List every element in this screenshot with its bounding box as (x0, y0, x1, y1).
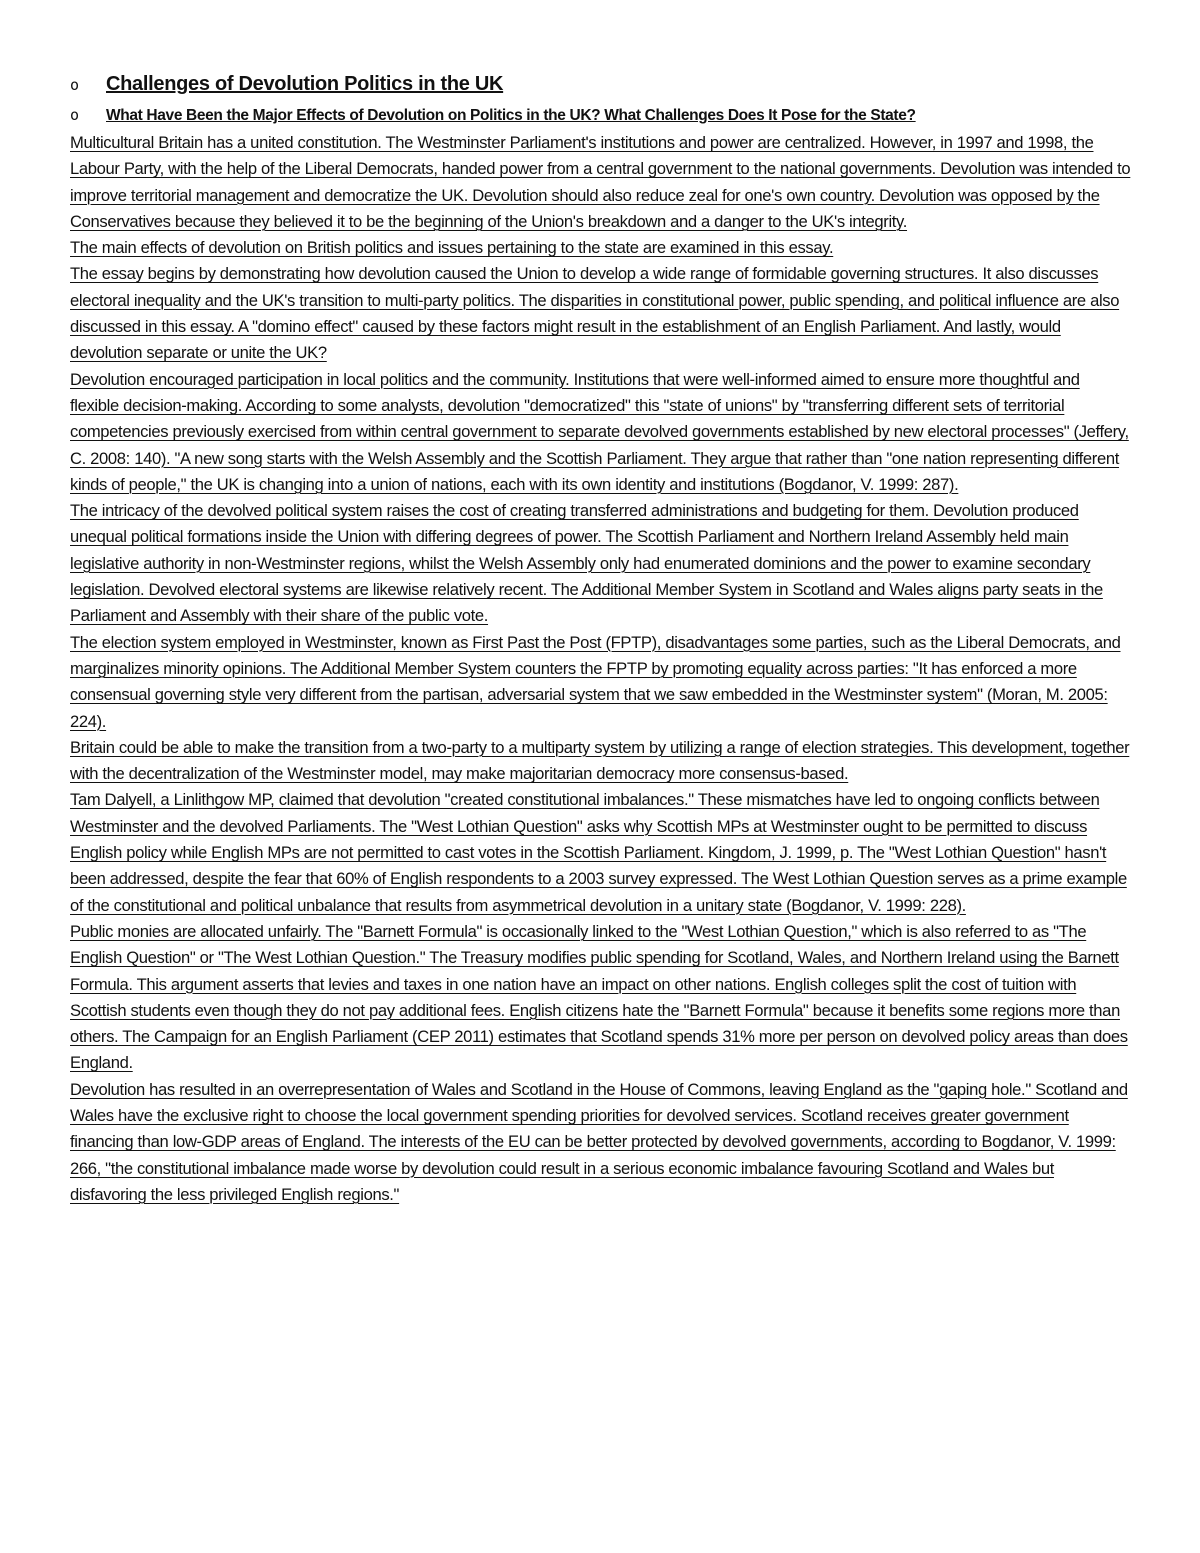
paragraph-intricacy: The intricacy of the devolved political system raises the cost of creating transferred administrations and budgeting for them. Devolution produced unequal political formations inside the Union with differing degrees of power. The Scottish Parliament and Northern Ireland Assembly held main legislative authority in non-Westminster regions, whilst the Welsh Assembly only had enumerated dominions and the power to examine secondary legislation. Devolved electoral systems are likewise relatively recent. The Additional Member System in Scotland and Wales aligns party seats in the Parliament and Assembly with their share of the public vote. (70, 501, 1103, 626)
paragraph-scope: The main effects of devolution on British politics and issues pertaining to the state are examined in this essay. (70, 238, 834, 258)
paragraph-outline: The essay begins by demonstrating how devolution caused the Union to develop a wide range of formidable governing structures. It also discusses electoral inequality and the UK's transition to multi-party politics. The disparities in constitutional power, public spending, and political influence are also discussed in this essay. A "domino effect" caused by these factors might result in the establishment of an English Parliament. And lastly, would devolution separate or unite the UK? (70, 264, 1120, 363)
paragraph-overrepresentation: Devolution has resulted in an overrepresentation of Wales and Scotland in the House of Commons, leaving England as the "gaping hole." Scotland and Wales have the exclusive right to choose the local government spending priorities for devolved services. Scotland receives greater government financing than low-GDP areas of England. The interests of the EU can be better protected by devolved governments, according to Bogdanor, V. 1999: 266, "the constitutional imbalance made worse by devolution could result in a serious economic imbalance favouring Scotland and Wales but disfavoring the less privileged English regions." (70, 1079, 1128, 1204)
paragraph-participation: Devolution encouraged participation in local politics and the community. Institutions that were well-informed aimed to ensure more thoughtful and flexible decision-making. According to some analysts, devolution "democratized" this "state of unions" by "transferring different sets of territorial competencies previously exercised from within central government to separate devolved governments established by new electoral processes" (Jeffery, C. 2008: 140). "A new song starts with the Welsh Assembly and the Scottish Parliament. They argue that rather than "one nation representing different kinds of people," the UK is changing into a union of nations, each with its own identity and institutions (Bogdanor, V. 1999: 287). (70, 369, 1129, 494)
title-bullet: o (70, 76, 80, 94)
paragraph-election-system: The election system employed in Westminster, known as First Past the Post (FPTP), disadvantages some parties, such as the Liberal Democrats, and marginalizes minority opinions. The Additional Member System counters the FPTP by promoting equality across parties: "It has enforced a more consensual governing style very different from the partisan, adversarial system that we saw embedded in the Westminster system" (Moran, M. 2005: 224). (70, 632, 1121, 731)
paragraph-multiparty: Britain could be able to make the transition from a two-party to a multiparty system by utilizing a range of election strategies. This development, together with the decentralization of the Westminster model, may make majoritarian democracy more consensus-based. (70, 737, 1130, 784)
subtitle-row (70, 102, 1132, 130)
document-page (70, 68, 1132, 1208)
document-subtitle: What Have Been the Major Effects of Devolution on Politics in the UK? What Challenges Does It Pose for the State? (106, 107, 916, 124)
paragraph-west-lothian: Tam Dalyell, a Linlithgow MP, claimed that devolution "created constitutional imbalances." These mismatches have led to ongoing conflicts between Westminster and the devolved Parliaments. The "West Lothian Question" asks why Scottish MPs at Westminster ought to be permitted to discuss English policy while English MPs are not permitted to cast votes in the Scottish Parliament. Kingdom, J. 1999, p. The "West Lothian Question" hasn't been addressed, despite the fear that 60% of English respondents to a 2003 survey expressed. The West Lothian Question serves as a prime example of the constitutional and political unbalance that results from asymmetrical devolution in a unitary state (Bogdanor, V. 1999: 228). (70, 790, 1127, 915)
document-body (70, 130, 1132, 1208)
subtitle-bullet: o (70, 106, 80, 124)
document-title: Challenges of Devolution Politics in the UK (106, 73, 504, 95)
paragraph-barnett: Public monies are allocated unfairly. The "Barnett Formula" is occasionally linked to the "West Lothian Question," which is also referred to as "The English Question" or "The West Lothian Question." The Treasury modifies public spending for Scotland, Wales, and Northern Ireland using the Barnett Formula. This argument asserts that levies and taxes in one nation have an impact on other nations. English colleges split the cost of tuition with Scottish students even though they do not pay additional fees. English citizens hate the "Barnett Formula" because it benefits some regions more than others. The Campaign for an English Parliament (CEP 2011) estimates that Scotland spends 31% more per person on devolved policy areas than does England. (70, 921, 1128, 1073)
paragraph-intro: Multicultural Britain has a united constitution. The Westminster Parliament's institutions and power are centralized. However, in 1997 and 1998, the Labour Party, with the help of the Liberal Democrats, handed power from a central government to the national governments. Devolution was intended to improve territorial management and democratize the UK. Devolution should also reduce zeal for one's own country. Devolution was opposed by the Conservatives because they believed it to be the beginning of the Union's breakdown and a danger to the UK's integrity. (70, 133, 1131, 231)
title-row (70, 68, 1132, 100)
